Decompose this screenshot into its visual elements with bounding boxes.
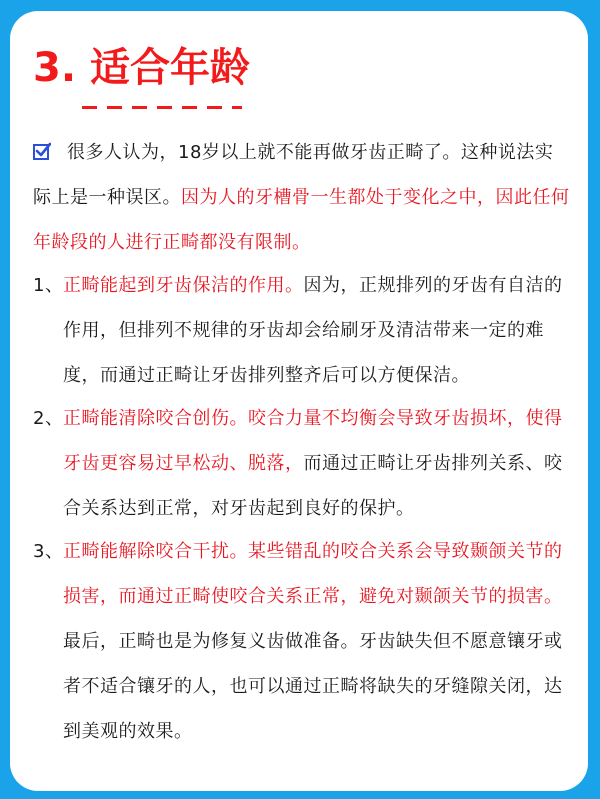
item-text: 而通过正畸让牙齿排列关系、咬合关系达到正常，对牙齿起到良好的保护。: [63, 453, 563, 519]
intro-highlight-text: 因为人的牙槽骨一生都处于变化之中，因此任何年龄段的人进行正畸都没有限制。: [33, 187, 570, 253]
list-item: [33, 263, 571, 398]
item-highlight-text: 正畸能清除咬合创伤。咬合力量不均衡会导致牙齿损坏，使得牙齿更容易过早松动、脱落，: [63, 408, 563, 474]
item-number: 3、: [33, 541, 64, 562]
list-item: [33, 396, 571, 531]
item-highlight-text: 正畸能解除咬合干扰。某些错乱的咬合关系会导致颞颌关节的损害，而通过正畸使咬合关系正常，避免对颞颌关节的损害。: [63, 541, 563, 607]
list-item: [33, 529, 571, 754]
checked-box-icon: [33, 142, 51, 160]
item-text: 因为，正规排列的牙齿有自洁的作用，但排列不规律的牙齿却会给刷牙及清洁带来一定的难度，而通过正畸让牙齿排列整齐后可以方便保洁。: [63, 275, 563, 386]
item-number: 2、: [33, 408, 64, 429]
page-title: 3. 适合年龄: [33, 45, 250, 91]
item-highlight-text: 正畸能起到牙齿保洁的作用。: [63, 275, 304, 296]
intro-paragraph: [33, 130, 571, 265]
item-text: 最后，正畸也是为修复义齿做准备。牙齿缺失但不愿意镶牙或者不适合镶牙的人，也可以通过正畸将缺失的牙缝隙关闭，达到美观的效果。: [63, 631, 563, 742]
item-number: 1、: [33, 275, 64, 296]
title-dashed-underline: [82, 106, 242, 109]
intro-text: 很多人认为，18岁以上就不能再做牙齿正畸了。这种说法实际上是一种误区。: [33, 142, 554, 208]
